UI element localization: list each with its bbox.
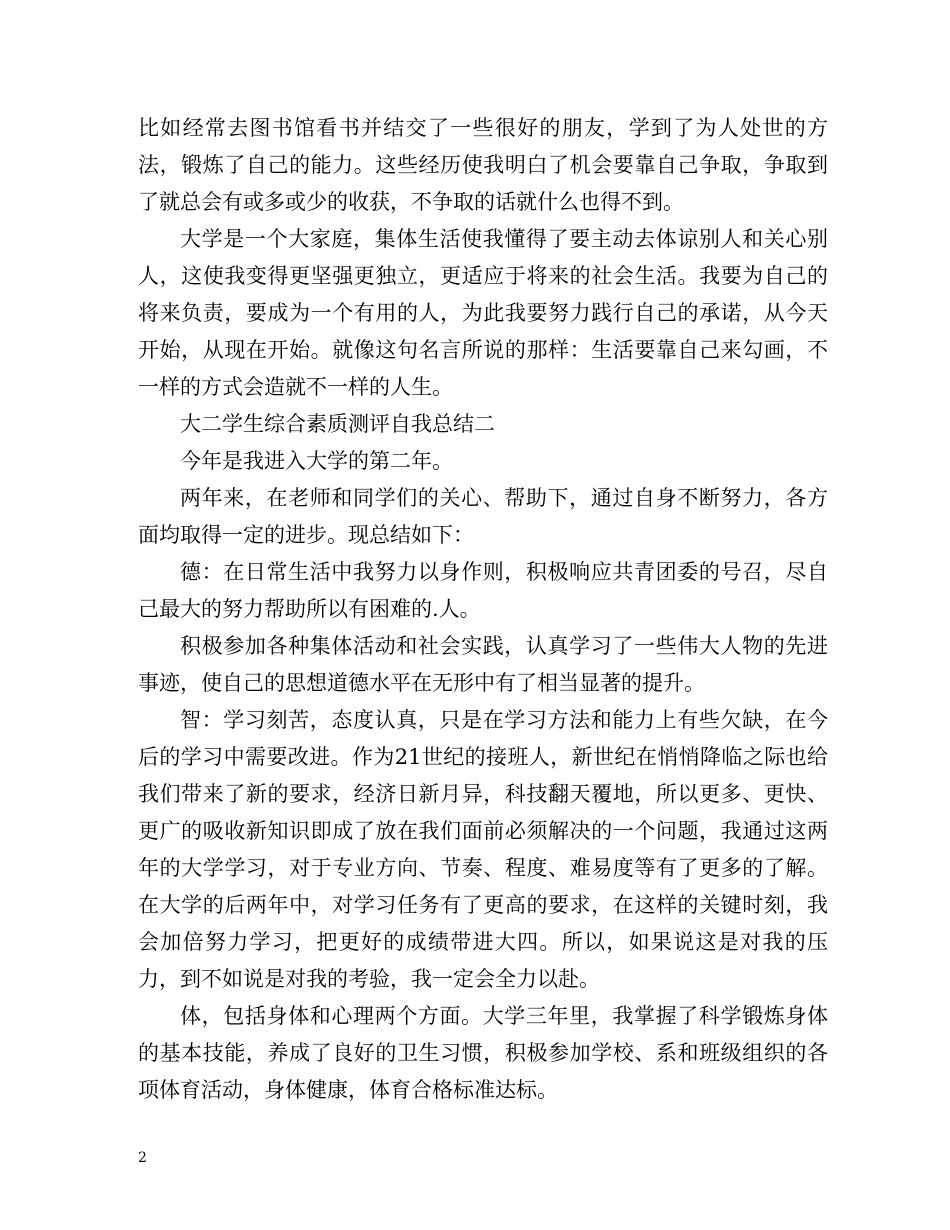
paragraph-9: 体，包括身体和心理两个方面。大学三年里，我掌握了科学锻炼身体的基本技能，养成了良好的卫生习惯，积极参加学校、系和班级组织的各项体育活动，身体健康，体育合格标准达标。 bbox=[138, 1004, 828, 1102]
paragraph-4: 今年是我进入大学的第二年。 bbox=[180, 449, 453, 473]
section-heading: 大二学生综合素质测评自我总结二 bbox=[180, 412, 495, 436]
page-number: 2 bbox=[138, 1150, 147, 1166]
paragraph-8: 智：学习刻苦，态度认真，只是在学习方法和能力上有些欠缺，在今后的学习中需要改进。作为21世纪的接班人，新世纪在悄悄降临之际也给我们带来了新的要求，经济日新月异，科技翻天覆地，所以更多、更快、更广的吸收新知识即成了放在我们面前必须解决的一个问题，我通过这两年的大学学习，对于专业方向、节奏、程度、难易度等有了更多的了解。在大学的后两年中，对学习任务有了更高的要求，在这样的关键时刻，我会加倍努力学习，把更好的成绩带进大四。所以，如果说这是对我的压力，到不如说是对我的考验，我一定会全力以赴。 bbox=[138, 708, 828, 991]
paragraph-1: 比如经常去图书馆看书并结交了一些很好的朋友，学到了为人处世的方法，锻炼了自己的能力。这些经历使我明白了机会要靠自己争取，争取到了就总会有或多或少的收获，不争取的话就什么也得不到。 bbox=[138, 116, 828, 214]
paragraph-7: 积极参加各种集体活动和社会实践，认真学习了一些伟大人物的先进事迹，使自己的思想道德水平在无形中有了相当显著的提升。 bbox=[138, 634, 828, 695]
document-body bbox=[138, 110, 828, 1109]
paragraph-2: 大学是一个大家庭，集体生活使我懂得了要主动去体谅别人和关心别人，这使我变得更坚强更独立，更适应于将来的社会生活。我要为自己的将来负责，要成为一个有用的人，为此我要努力践行自己的承诺，从今天开始，从现在开始。就像这句名言所说的那样：生活要靠自己来勾画，不一样的方式会造就不一样的人生。 bbox=[138, 227, 828, 399]
paragraph-6: 德：在日常生活中我努力以身作则，积极响应共青团委的号召，尽自己最大的努力帮助所以有困难的.人。 bbox=[138, 560, 828, 621]
paragraph-5: 两年来，在老师和同学们的关心、帮助下，通过自身不断努力，各方面均取得一定的进步。现总结如下： bbox=[138, 486, 828, 547]
